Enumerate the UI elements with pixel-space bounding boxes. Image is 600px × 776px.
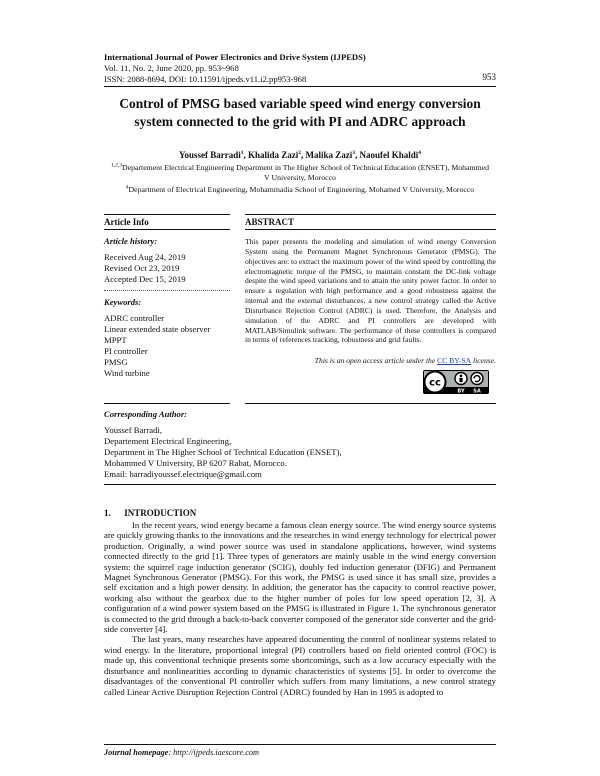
accepted-date: Accepted Dec 15, 2019 bbox=[104, 274, 186, 284]
author-3: Malika Zazi$^3$ bbox=[305, 150, 355, 160]
author-list: Youssef Barradi$^1$, Khalida Zazi$^2$, Malika Zazi$^3$, Naoufel Khaldi$^4$ bbox=[178, 150, 422, 160]
introduction-paragraph-1: In the recent years, wind energy became a famous clean energy source. The wind energy source systems are quickly growing thanks to the innovations and the researches in wind energy technology for electrical power production. Originally, a wind power source was used in standalone applications, however, wind systems connected directly to the grid [1]. Three types of generators are mainly usable in the wind energy conversion system: the squirrel cage induction generator (SCIG), doubly fed induction generator (DFIG) and Permanent Magnet Synchronous Generator (PMSG). For this work, the PMSG is used since it has small size, provides a self excitation and a high power density. In addition, the generator has the capacity to control reactive power, working also without the gearbox due to the higher number of poles for low speed operation [2, 3]. A configuration of a wind power system based on the PMSG is illustrated in Figure 1. The synchronous generator is connected to the grid through a back-to-back converter composed of the generator side converter and the grid-side converter [4]. bbox=[104, 520, 496, 635]
open-access-statement: This is an open access article under the CC BY-SA license. bbox=[314, 356, 496, 365]
journal-homepage: Journal homepage: http://ijpeds.iaescore.com bbox=[104, 748, 260, 757]
title-line-1: Control of PMSG based variable speed wind energy conversion bbox=[119, 96, 481, 111]
introduction-paragraph-2: The last years, many researches have appeared documenting the control of nonlinear systems related to wind energy. In the literature, proportional integral (PI) controllers based on field oriented control (FOC) is made up, this conventional technique presents some shortcomings, such as a low accuracy especially with the disturbance and nonlinearities according to dynamic characteristics of systems [5]. In order to overcome the disadvantages of the conventional PI controller which suffers from many limitations, a new control strategy called Linear Active Disruption Rejection Control (ADRC) founded by Han in 1995 is adopted to bbox=[104, 634, 496, 697]
author-4: Naoufel Khaldi$^4$ bbox=[359, 150, 422, 160]
corresponding-department: Departement Electrical Engineering, bbox=[104, 436, 232, 446]
keyword-item: Linear extended state observer bbox=[104, 324, 211, 334]
homepage-link[interactable]: : http://ijpeds.iaescore.com bbox=[168, 748, 260, 757]
corresponding-author-heading: Corresponding Author: bbox=[104, 409, 188, 419]
cc-by-sa-logo-icon bbox=[423, 370, 489, 394]
paper-title bbox=[100, 95, 500, 131]
journal-volume: Vol. 11, No. 2, June 2020, pp. 953~968 bbox=[104, 63, 239, 73]
keyword-list bbox=[104, 313, 210, 379]
corresponding-bottom-rule bbox=[104, 484, 496, 485]
footer-rule bbox=[104, 744, 496, 745]
abstract-heading: ABSTRACT bbox=[245, 217, 295, 227]
affiliation-2: $^4$Department of Electrical Engineering, Mohammadia School of Engineering, Mohamed V University, Morocco bbox=[125, 184, 475, 194]
keyword-item: PMSG bbox=[104, 357, 128, 367]
page-number: 953 bbox=[482, 72, 496, 82]
introduction-body bbox=[104, 520, 496, 697]
revised-date: Revised Oct 23, 2019 bbox=[104, 263, 180, 273]
abstract-heading-rule bbox=[245, 229, 496, 230]
cc-mark: cc bbox=[429, 377, 441, 389]
corresponding-name: Youssef Barradi, bbox=[104, 425, 162, 435]
keyword-item: PI controller bbox=[104, 346, 148, 356]
article-history-heading: Article history: bbox=[104, 236, 158, 246]
article-info-top-rule bbox=[104, 214, 230, 215]
corresponding-email[interactable]: Email: barradiyoussef.electrique@gmail.com bbox=[104, 469, 262, 479]
author-1: Youssef Barradi$^1$ bbox=[178, 150, 244, 160]
article-info-bottom-rule bbox=[104, 403, 230, 404]
journal-name: International Journal of Power Electronics and Drive System (IJPEDS) bbox=[104, 52, 366, 62]
author-2: Khalida Zazi$^2$ bbox=[247, 150, 301, 160]
sa-share-icon bbox=[471, 373, 483, 385]
article-info-heading: Article Info bbox=[104, 217, 149, 227]
keyword-item: Wind turbine bbox=[104, 368, 150, 378]
affiliation-1: $^{1,2,3}$Departement Electrical Engineering Department in The Higher School of Technical Education (ENSET), Mohammed V University, Morocco bbox=[110, 162, 489, 182]
sa-label: SA bbox=[473, 388, 481, 394]
abstract-top-rule bbox=[245, 214, 496, 215]
header-rule bbox=[104, 86, 496, 87]
article-info-heading-rule bbox=[104, 229, 230, 230]
keywords-heading: Keywords: bbox=[104, 297, 142, 307]
abstract-bottom-rule bbox=[245, 403, 496, 404]
received-date: Received Aug 24, 2019 bbox=[104, 252, 186, 262]
keyword-item: MPPT bbox=[104, 335, 127, 345]
title-line-2: system connected to the grid with PI and ADRC approach bbox=[134, 114, 466, 129]
journal-issn-doi: ISSN: 2088-8694, DOI: 10.11591/ijpeds.v11.i2.pp953-968 bbox=[104, 74, 307, 84]
by-label: BY bbox=[457, 388, 465, 394]
corresponding-address: Mohammed V University, BP 6207 Rabat, Morocco. bbox=[104, 458, 287, 468]
cc-license-link[interactable]: CC BY-SA bbox=[437, 356, 472, 365]
abstract-text: This paper presents the modeling and simulation of wind energy Conversion System using the Permanent Magnet Synchronous Generator (PMSG). The objectives are: to extract the maximum power of the wind speed by controlling the electromagnetic torque of the PMSG, to maintain constant the DC-link voltage despite the wind speed variations and to attain the unity power factor. In order to ensure a regulation with high performance and a good robustness against the internal and the external disturbances, a new control strategy called the Active Disturbance Rejection Control (ADRC) is used. Therefore, the Analysis and simulation of the ADRC and PI controllers are developed with MATLAB/Simulink software. The performance of these controllers is compared in terms of references tracking, robustness and grid faults. bbox=[245, 237, 496, 345]
corresponding-school: Department in The Higher School of Technical Education (ENSET), bbox=[104, 447, 342, 457]
keyword-item: ADRC controller bbox=[104, 313, 165, 323]
introduction-heading: 1. INTRODUCTION bbox=[104, 508, 197, 518]
history-divider bbox=[104, 290, 230, 291]
